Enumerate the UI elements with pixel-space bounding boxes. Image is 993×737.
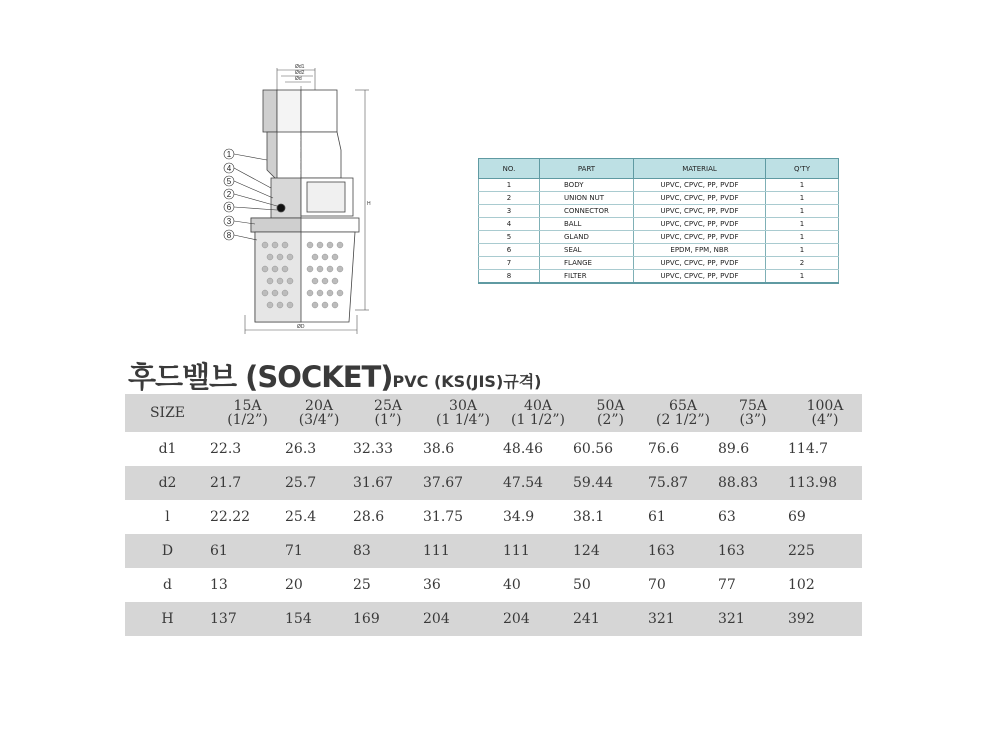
- size-inch: (2”): [597, 412, 624, 428]
- parts-cell-qty: 1: [766, 205, 839, 218]
- spec-cell: 36: [423, 577, 441, 593]
- spec-cell: 321: [718, 602, 788, 636]
- parts-cell-qty: 1: [766, 179, 839, 192]
- size-inch: (1/2”): [227, 412, 268, 428]
- callout-8: 8: [226, 231, 232, 240]
- parts-table-header: [479, 159, 839, 179]
- spec-cell: 69: [788, 509, 806, 525]
- size-inch: (1 1/4”): [436, 412, 490, 428]
- spec-cell: 31.67: [353, 466, 423, 500]
- spec-header-25a: [353, 394, 423, 432]
- spec-cell: 21.7: [210, 466, 285, 500]
- parts-cell-part: BALL: [540, 218, 634, 231]
- table-row: [479, 218, 839, 231]
- spec-header-65a: [648, 394, 718, 432]
- parts-cell-no: 8: [479, 270, 540, 284]
- spec-cell: 75.87: [648, 466, 718, 500]
- table-row: [125, 500, 862, 534]
- dim-label-d2: Ød2: [295, 70, 305, 76]
- parts-cell-part: GLAND: [540, 231, 634, 244]
- parts-cell-part: BODY: [540, 179, 634, 192]
- spec-cell: 59.44: [573, 466, 648, 500]
- table-row: [125, 432, 862, 466]
- spec-cell: 38.6: [423, 441, 455, 457]
- product-title-sub: PVC (KS(JIS)규격): [392, 372, 542, 391]
- spec-cell: 48.46: [503, 441, 544, 457]
- parts-cell-part: SEAL: [540, 244, 634, 257]
- spec-cell: 124: [573, 534, 648, 568]
- spec-header-75a: [718, 394, 788, 432]
- parts-cell-qty: 1: [766, 231, 839, 244]
- parts-cell-part: UNION NUT: [540, 192, 634, 205]
- spec-cell: 225: [788, 534, 862, 568]
- callout-3: 3: [226, 217, 232, 226]
- spec-header-20a: [285, 394, 353, 432]
- spec-cell: 25.4: [285, 509, 317, 525]
- spec-header-30a: [423, 394, 503, 432]
- spec-cell: 37.67: [423, 466, 503, 500]
- parts-table: [478, 158, 839, 284]
- spec-header-100a: [788, 394, 862, 432]
- parts-header-material: MATERIAL: [634, 159, 766, 179]
- spec-cell: 70: [648, 577, 666, 593]
- spec-cell: 102: [788, 577, 815, 593]
- parts-cell-qty: 1: [766, 192, 839, 205]
- table-row: [479, 179, 839, 192]
- table-row: [479, 270, 839, 284]
- parts-cell-material: UPVC, CPVC, PP, PVDF: [634, 218, 766, 231]
- parts-header-qty: Q'TY: [766, 159, 839, 179]
- spec-cell: 137: [210, 602, 285, 636]
- spec-cell: 76.6: [648, 441, 680, 457]
- spec-cell: 83: [353, 534, 423, 568]
- table-row: [125, 602, 862, 636]
- spec-cell: 60.56: [573, 441, 614, 457]
- size-nominal: 100A: [806, 398, 844, 414]
- parts-cell-material: UPVC, CPVC, PP, PVDF: [634, 179, 766, 192]
- spec-cell: 26.3: [285, 441, 317, 457]
- size-nominal: 50A: [596, 398, 625, 414]
- callout-5: 5: [226, 177, 232, 186]
- spec-cell: 114.7: [788, 441, 829, 457]
- spec-header-40a: [503, 394, 573, 432]
- product-title-main: 후드밸브 (SOCKET): [128, 360, 393, 394]
- spec-row-label: l: [165, 509, 170, 525]
- size-nominal: 15A: [233, 398, 262, 414]
- spec-cell: 163: [648, 534, 718, 568]
- size-nominal: 20A: [305, 398, 333, 414]
- size-nominal: 25A: [374, 398, 402, 414]
- spec-header-15a: [210, 394, 285, 432]
- spec-cell: 25: [353, 577, 371, 593]
- table-row: [125, 534, 862, 568]
- parts-cell-no: 3: [479, 205, 540, 218]
- spec-cell: 32.33: [353, 441, 394, 457]
- spec-row-label: d2: [125, 466, 210, 500]
- spec-cell: 392: [788, 602, 862, 636]
- dim-label-dd: ØD: [297, 324, 305, 330]
- table-row: [479, 205, 839, 218]
- spec-cell: 321: [648, 602, 718, 636]
- parts-cell-no: 5: [479, 231, 540, 244]
- spec-cell: 38.1: [573, 509, 605, 525]
- parts-cell-qty: 1: [766, 270, 839, 284]
- spec-cell: 22.22: [210, 509, 251, 525]
- spec-cell: 241: [573, 602, 648, 636]
- spec-table-header: [125, 394, 862, 432]
- spec-row-label: H: [125, 602, 210, 636]
- parts-cell-part: CONNECTOR: [540, 205, 634, 218]
- spec-cell: 22.3: [210, 441, 242, 457]
- parts-cell-material: UPVC, CPVC, PP, PVDF: [634, 257, 766, 270]
- parts-cell-no: 4: [479, 218, 540, 231]
- parts-cell-material: UPVC, CPVC, PP, PVDF: [634, 205, 766, 218]
- size-inch: (1”): [374, 412, 402, 428]
- spec-cell: 204: [423, 602, 503, 636]
- spec-cell: 63: [718, 509, 736, 525]
- parts-cell-material: UPVC, CPVC, PP, PVDF: [634, 231, 766, 244]
- spec-cell: 34.9: [503, 509, 535, 525]
- spec-cell: 169: [353, 602, 423, 636]
- size-inch: (4”): [811, 412, 839, 428]
- size-inch: (2 1/2”): [656, 412, 710, 428]
- table-row: [479, 231, 839, 244]
- dim-label-h: H: [367, 201, 371, 207]
- spec-cell: 40: [503, 577, 521, 593]
- spec-row-label: d1: [158, 441, 177, 457]
- dim-label-d1: Ød1: [295, 64, 305, 70]
- callout-1: 1: [226, 150, 232, 159]
- spec-cell: 111: [423, 534, 503, 568]
- spec-cell: 61: [648, 509, 666, 525]
- parts-cell-qty: 2: [766, 257, 839, 270]
- spec-cell: 13: [210, 577, 228, 593]
- spec-header-50a: [573, 394, 648, 432]
- parts-cell-material: EPDM, FPM, NBR: [634, 244, 766, 257]
- foot-valve-drawing: [215, 60, 385, 340]
- size-nominal: 65A: [669, 398, 697, 414]
- size-inch: (3/4”): [298, 412, 340, 428]
- table-row: [125, 568, 862, 602]
- size-inch: (3”): [739, 412, 767, 428]
- spec-header-size: SIZE: [125, 394, 210, 432]
- parts-header-part: PART: [540, 159, 634, 179]
- table-row: [479, 244, 839, 257]
- spec-cell: 88.83: [718, 466, 788, 500]
- parts-cell-no: 2: [479, 192, 540, 205]
- parts-cell-part: FLANGE: [540, 257, 634, 270]
- spec-row-label: D: [125, 534, 210, 568]
- spec-cell: 28.6: [353, 509, 385, 525]
- callout-2: 2: [226, 190, 232, 199]
- size-nominal: 30A: [449, 398, 477, 414]
- size-nominal: 75A: [739, 398, 767, 414]
- foot-valve-cross-section: [215, 60, 385, 340]
- table-row: [479, 257, 839, 270]
- callout-6: 6: [226, 203, 232, 212]
- product-title: [128, 355, 541, 396]
- table-row: [479, 192, 839, 205]
- parts-cell-material: UPVC, CPVC, PP, PVDF: [634, 270, 766, 284]
- parts-cell-no: 7: [479, 257, 540, 270]
- parts-cell-qty: 1: [766, 218, 839, 231]
- callout-4: 4: [226, 164, 232, 173]
- spec-cell: 77: [718, 577, 736, 593]
- dim-label-d: Ød: [295, 76, 302, 82]
- spec-cell: 61: [210, 534, 285, 568]
- parts-cell-no: 1: [479, 179, 540, 192]
- parts-header-no: NO.: [479, 159, 540, 179]
- size-inch: (1 1/2”): [511, 412, 565, 428]
- spec-cell: 25.7: [285, 466, 353, 500]
- spec-cell: 20: [285, 577, 303, 593]
- spec-table: [125, 394, 862, 636]
- table-row: [125, 466, 862, 500]
- spec-cell: 113.98: [788, 466, 862, 500]
- spec-cell: 111: [503, 534, 573, 568]
- parts-cell-part: FILTER: [540, 270, 634, 284]
- spec-cell: 154: [285, 602, 353, 636]
- spec-cell: 163: [718, 534, 788, 568]
- size-nominal: 40A: [524, 398, 552, 414]
- parts-cell-qty: 1: [766, 244, 839, 257]
- parts-cell-no: 6: [479, 244, 540, 257]
- spec-cell: 89.6: [718, 441, 750, 457]
- spec-cell: 204: [503, 602, 573, 636]
- spec-cell: 71: [285, 534, 353, 568]
- spec-cell: 31.75: [423, 509, 464, 525]
- spec-cell: 47.54: [503, 466, 573, 500]
- spec-row-label: d: [163, 577, 172, 593]
- spec-cell: 50: [573, 577, 591, 593]
- parts-cell-material: UPVC, CPVC, PP, PVDF: [634, 192, 766, 205]
